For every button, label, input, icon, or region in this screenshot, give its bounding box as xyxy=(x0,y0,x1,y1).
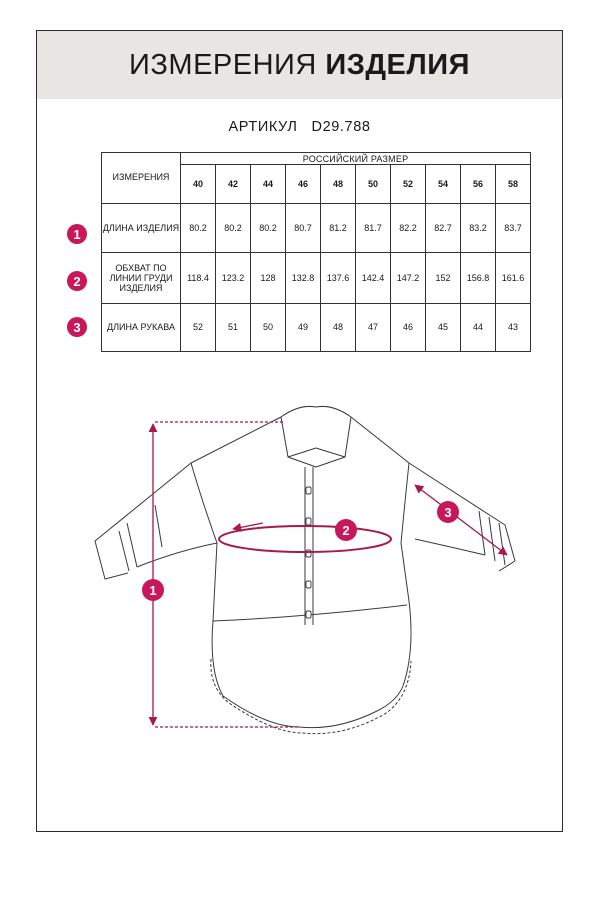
table-cell: 46 xyxy=(391,303,426,352)
size-header: 54 xyxy=(426,165,461,203)
button xyxy=(306,487,311,494)
sleeve-badge-text: 3 xyxy=(444,505,452,520)
collar-band xyxy=(288,457,345,467)
table-cell: 81.2 xyxy=(321,203,356,252)
table-cell: 83.2 xyxy=(461,203,496,252)
shirt-diagram xyxy=(37,31,563,832)
left-sleeve xyxy=(95,417,281,579)
shirt-outline xyxy=(95,406,515,733)
table-cell: 82.2 xyxy=(391,203,426,252)
table-cell: 52 xyxy=(181,303,216,352)
button xyxy=(306,518,311,525)
size-header: 44 xyxy=(251,165,286,203)
length-badge-text: 1 xyxy=(149,583,157,598)
table-cell: 49 xyxy=(286,303,321,352)
left-sleeve-fold xyxy=(137,543,217,567)
size-header: 42 xyxy=(216,165,251,203)
title-light: ИЗМЕРЕНИЯ xyxy=(129,48,317,81)
table-cell: 81.7 xyxy=(356,203,391,252)
measure-lines xyxy=(153,422,507,727)
size-header: 46 xyxy=(286,165,321,203)
table-cell: 80.2 xyxy=(181,203,216,252)
button xyxy=(306,581,311,588)
row-label-sleeve: ДЛИНА РУКАВА xyxy=(102,303,181,352)
size-header: 58 xyxy=(496,165,531,203)
size-group-header: РОССИЙСКИЙ РАЗМЕР xyxy=(181,153,531,165)
table-cell: 80.2 xyxy=(216,203,251,252)
table-cell: 123.2 xyxy=(216,252,251,303)
table-cell: 156.8 xyxy=(461,252,496,303)
row-label-line: ИЗДЕЛИЯ xyxy=(119,282,163,293)
right-sleeve xyxy=(351,417,515,571)
left-cuff xyxy=(119,505,162,571)
left-side-seam xyxy=(212,543,223,696)
table-cell: 48 xyxy=(321,303,356,352)
title-bold: ИЗДЕЛИЯ xyxy=(325,48,470,81)
table-cell: 137.6 xyxy=(321,252,356,303)
chest-badge-text: 2 xyxy=(342,523,350,538)
size-header: 52 xyxy=(391,165,426,203)
table-cell: 147.2 xyxy=(391,252,426,303)
row-number-badge-2: 2 xyxy=(67,271,87,291)
table-cell: 82.7 xyxy=(426,203,461,252)
table-cell: 44 xyxy=(461,303,496,352)
right-side-seam xyxy=(401,543,411,686)
row-label-length: ДЛИНА ИЗДЕЛИЯ xyxy=(102,203,181,252)
table-cell: 152 xyxy=(426,252,461,303)
row-number-badge-3: 3 xyxy=(67,317,87,337)
right-armhole xyxy=(401,463,409,543)
collar-outline xyxy=(281,417,351,457)
table-cell: 128 xyxy=(251,252,286,303)
table-cell: 51 xyxy=(216,303,251,352)
sleeve-measure-line xyxy=(415,485,507,555)
table-cell: 161.6 xyxy=(496,252,531,303)
table-cell: 80.7 xyxy=(286,203,321,252)
article-label: АРТИКУЛ xyxy=(228,119,298,135)
table-cell: 80.2 xyxy=(251,203,286,252)
table-cell: 132.8 xyxy=(286,252,321,303)
button xyxy=(306,611,311,618)
hem-outline xyxy=(223,686,403,728)
left-armhole xyxy=(191,463,217,543)
table-cell: 50 xyxy=(251,303,286,352)
article-code: D29.788 xyxy=(311,119,371,135)
table-cell: 83.7 xyxy=(496,203,531,252)
table-cell: 43 xyxy=(496,303,531,352)
measurement-header: ИЗМЕРЕНИЯ xyxy=(102,153,181,204)
size-header: 48 xyxy=(321,165,356,203)
right-sleeve-fold xyxy=(415,539,485,555)
hem-stitch xyxy=(211,659,411,734)
row-number-badge-1: 1 xyxy=(67,224,87,244)
size-header: 40 xyxy=(181,165,216,203)
table-cell: 47 xyxy=(356,303,391,352)
size-header: 56 xyxy=(461,165,496,203)
table-cell: 45 xyxy=(426,303,461,352)
size-header: 50 xyxy=(356,165,391,203)
table-cell: 142.4 xyxy=(356,252,391,303)
right-cuff xyxy=(479,511,505,565)
row-label-line: ЛИНИИ ГРУДИ xyxy=(109,272,173,283)
collar-back xyxy=(281,406,351,417)
measurement-sheet xyxy=(36,30,563,832)
table-cell: 118.4 xyxy=(181,252,216,303)
row-label-line: ОБХВАТ ПО xyxy=(115,262,167,273)
